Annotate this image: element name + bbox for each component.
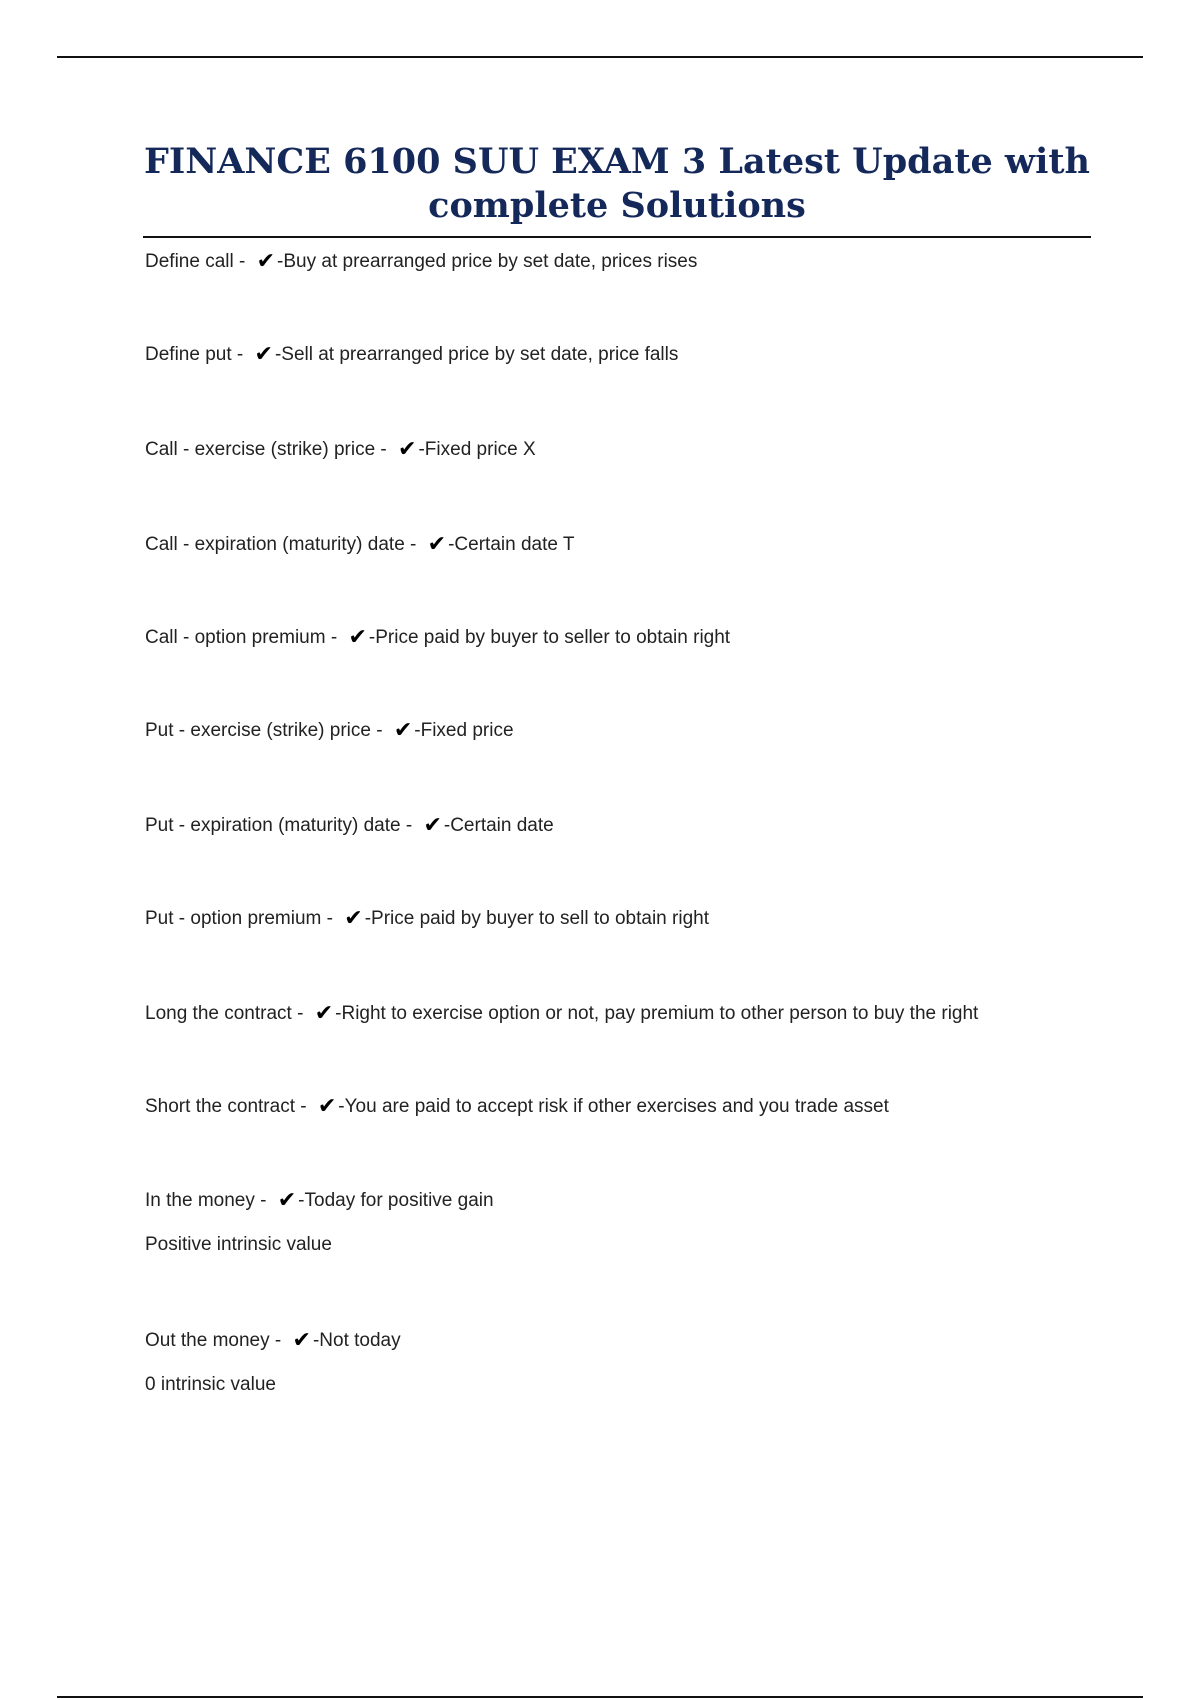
check-icon: ✔ bbox=[427, 532, 447, 557]
title-block bbox=[143, 140, 1091, 238]
check-icon: ✔ bbox=[314, 1001, 334, 1026]
qa-item bbox=[145, 1002, 978, 1026]
qa-item bbox=[145, 907, 709, 931]
question-text: Put - expiration (maturity) date - bbox=[145, 815, 413, 836]
answer-text: -Certain date bbox=[443, 815, 554, 836]
check-icon: ✔ bbox=[344, 906, 363, 931]
answer-text: -Price paid by buyer to sell to obtain right bbox=[364, 908, 709, 929]
answer-extra-line: Positive intrinsic value bbox=[145, 1234, 332, 1255]
document-title: FINANCE 6100 SUU EXAM 3 Latest Update with complete Solutions bbox=[144, 141, 1090, 226]
check-icon: ✔ bbox=[398, 437, 417, 462]
question-text: Define put - bbox=[145, 344, 244, 365]
question-text: Put - exercise (strike) price - bbox=[145, 720, 383, 741]
qa-item bbox=[145, 814, 554, 838]
question-text: Define call - bbox=[145, 251, 246, 272]
check-icon: ✔ bbox=[254, 342, 273, 367]
qa-item bbox=[145, 343, 678, 367]
answer-text: -Not today bbox=[312, 1330, 401, 1351]
question-text: Put - option premium - bbox=[145, 908, 333, 929]
qa-item bbox=[145, 1189, 494, 1257]
check-icon: ✔ bbox=[292, 1328, 311, 1353]
question-text: Call - exercise (strike) price - bbox=[145, 439, 387, 460]
qa-item bbox=[145, 250, 697, 274]
answer-text: -Certain date T bbox=[448, 534, 575, 555]
bottom-page-rule bbox=[57, 1696, 1143, 1698]
question-text: Call - option premium - bbox=[145, 627, 338, 648]
answer-text: -Right to exercise option or not, pay premium to other person to buy the right bbox=[335, 1003, 979, 1024]
answer-text: -Today for positive gain bbox=[298, 1190, 494, 1211]
check-icon: ✔ bbox=[348, 625, 367, 650]
check-icon: ✔ bbox=[393, 718, 413, 743]
question-text: Out the money - bbox=[145, 1330, 282, 1351]
qa-item bbox=[145, 533, 574, 557]
qa-item bbox=[145, 1095, 889, 1119]
question-text: Call - expiration (maturity) date - bbox=[145, 534, 417, 555]
check-icon: ✔ bbox=[256, 249, 276, 274]
qa-item bbox=[145, 438, 536, 462]
answer-text: -Fixed price bbox=[414, 720, 514, 741]
check-icon: ✔ bbox=[317, 1094, 337, 1119]
question-text: In the money - bbox=[145, 1190, 267, 1211]
answer-text: -Sell at prearranged price by set date, price falls bbox=[274, 344, 679, 365]
qa-item bbox=[145, 626, 730, 650]
top-page-rule bbox=[57, 56, 1143, 58]
qa-item bbox=[145, 1329, 401, 1397]
answer-text: -Buy at prearranged price by set date, prices rises bbox=[277, 251, 698, 272]
answer-text: -You are paid to accept risk if other exercises and you trade asset bbox=[338, 1096, 889, 1117]
answer-text: -Price paid by buyer to seller to obtain right bbox=[368, 627, 731, 648]
check-icon: ✔ bbox=[277, 1188, 297, 1213]
answer-text: -Fixed price X bbox=[418, 439, 536, 460]
qa-item bbox=[145, 719, 514, 743]
check-icon: ✔ bbox=[423, 813, 442, 838]
answer-extra-line: 0 intrinsic value bbox=[145, 1374, 276, 1395]
question-text: Long the contract - bbox=[145, 1003, 304, 1024]
question-text: Short the contract - bbox=[145, 1096, 307, 1117]
